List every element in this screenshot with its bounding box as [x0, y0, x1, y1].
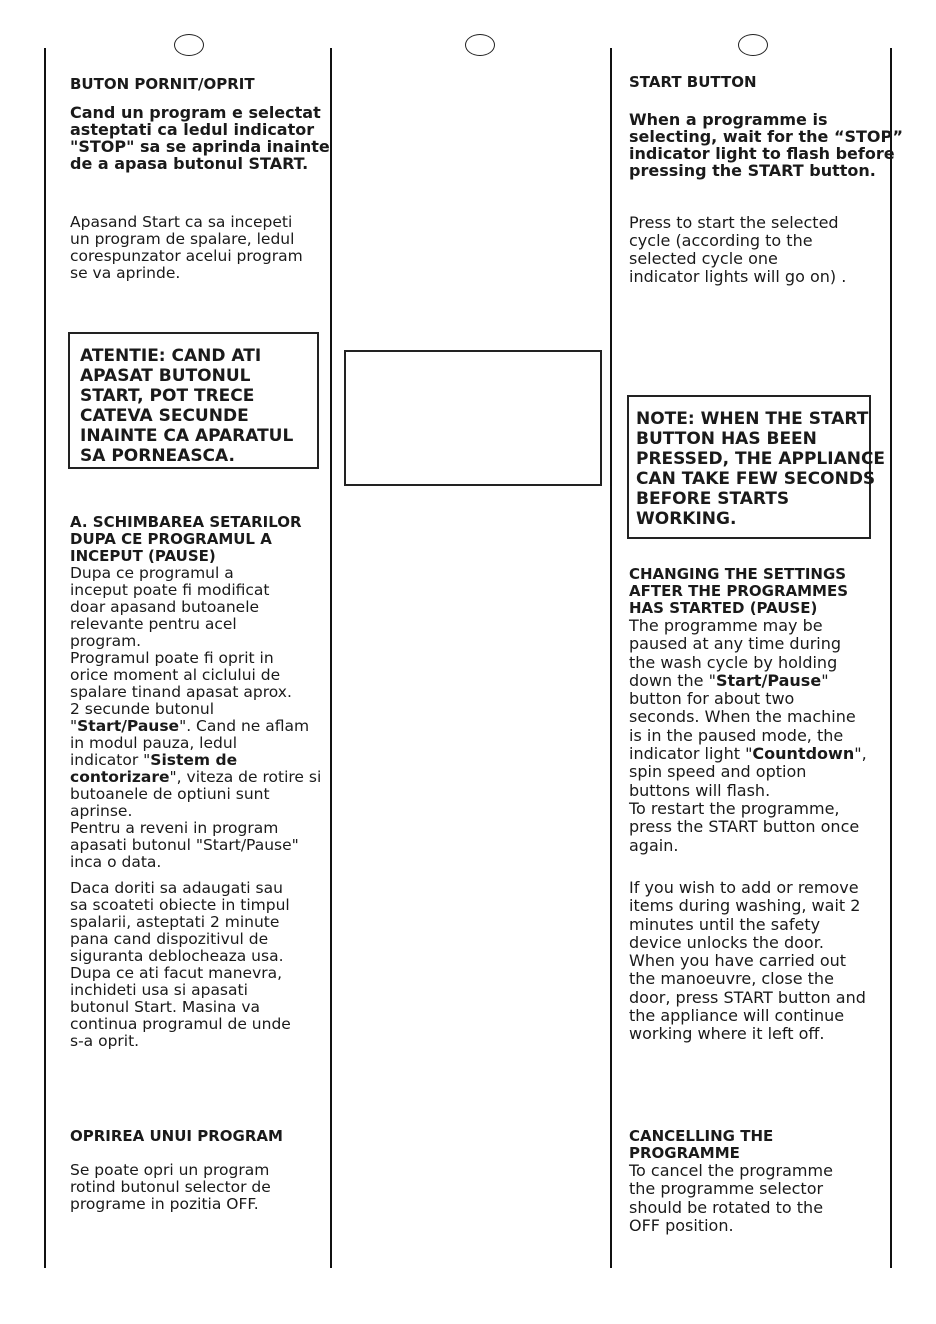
text-line: WORKING.	[636, 509, 737, 529]
text-line: To restart the programme,	[629, 798, 840, 818]
ro-stop-paragraph	[70, 1162, 271, 1213]
text-line: rotind butonul selector de	[70, 1178, 271, 1196]
text-line	[629, 745, 867, 763]
text-line: Se poate opri un program	[70, 1161, 270, 1179]
text-line: se va aprinde.	[70, 264, 181, 282]
text-line: device unlocks the door.	[629, 932, 824, 952]
en-press-paragraph	[629, 214, 846, 286]
ro-heading-text: BUTON PORNIT/OPRIT	[70, 75, 255, 93]
text-line: BUTTON HAS BEEN	[636, 429, 817, 449]
start-pause-term: Start/Pause	[77, 717, 180, 735]
heading-text: OPRIREA UNUI PROGRAM	[70, 1127, 283, 1145]
text-line: de a apasa butonul START.	[70, 154, 309, 173]
text-line: pana cand dispozitivul de	[70, 930, 269, 948]
text-line: PRESSED, THE APPLIANCE	[636, 449, 886, 469]
text-line: NOTE: WHEN THE START	[636, 409, 869, 429]
text-line: Press to start the selected	[629, 213, 839, 232]
text-line: button for about two	[629, 689, 795, 709]
en-note-box	[627, 395, 886, 539]
text-line: inchideti usa si apasati	[70, 981, 248, 999]
text-line	[629, 672, 867, 690]
text-line: The programme may be	[629, 616, 823, 635]
text-line	[70, 752, 321, 769]
text-line: To cancel the programme	[629, 1161, 833, 1180]
text-line: OFF position.	[629, 1215, 734, 1235]
text-line: programe in pozitia OFF.	[70, 1195, 259, 1213]
text-line: CAN TAKE FEW SECONDS	[636, 469, 876, 489]
text-line: the programme selector	[629, 1179, 824, 1199]
ro-intro-paragraph	[70, 104, 330, 172]
text-line: aprinse.	[70, 802, 133, 820]
text-line: again.	[629, 835, 679, 855]
ro-stop-heading	[70, 1128, 283, 1145]
section-heading-line: INCEPUT (PAUSE)	[70, 547, 216, 565]
text-line: program.	[70, 632, 142, 650]
text-line: Cand un program e selectat	[70, 103, 321, 122]
text-line: 2 secunde butonul	[70, 700, 215, 718]
text-line: siguranta deblocheaza usa.	[70, 947, 284, 965]
indicator-term: contorizare	[70, 768, 170, 786]
en-cancel-section	[629, 1128, 833, 1235]
ro-start-button-heading	[70, 76, 255, 93]
text-line: working where it left off.	[629, 1024, 825, 1044]
text-line: pressing the START button.	[629, 161, 876, 180]
text-line: If you wish to add or remove	[629, 878, 859, 897]
section-heading-line: CHANGING THE SETTINGS	[629, 565, 847, 583]
section-heading-line: DUPA CE PROGRAMUL A	[70, 530, 272, 548]
text-line: Programul poate fi oprit in	[70, 649, 274, 667]
text-line: spalare tinand apasat aprox.	[70, 683, 292, 701]
ro-pause-section	[70, 514, 321, 871]
text-line	[70, 718, 321, 735]
text-line: seconds. When the machine	[629, 707, 856, 727]
text-line: BEFORE STARTS	[636, 489, 790, 509]
text-line: corespunzator acelui program	[70, 247, 303, 265]
text-fragment: indicator "	[70, 751, 151, 769]
text-line: cycle (according to the	[629, 231, 813, 250]
language-marker-ro	[174, 34, 204, 56]
text-line: is in the paused mode, the	[629, 725, 844, 745]
text-fragment: ", viteza de rotire si	[169, 768, 322, 786]
ro-press-paragraph	[70, 214, 303, 282]
text-line: buttons will flash.	[629, 780, 771, 800]
text-line	[70, 769, 321, 786]
right-column-rule	[890, 48, 892, 1268]
text-line: INAINTE CA APARATUL	[80, 426, 294, 446]
text-line: Apasand Start ca sa incepeti	[70, 213, 293, 231]
section-heading-line: A. SCHIMBAREA SETARILOR	[70, 513, 302, 531]
text-fragment: ",	[854, 744, 867, 764]
text-line: indicator light to flash before	[629, 144, 895, 163]
text-line: minutes until the safety	[629, 914, 821, 934]
en-start-button-heading	[629, 74, 757, 91]
text-line: CATEVA SECUNDE	[80, 406, 249, 426]
text-fragment: ". Cand ne aflam	[179, 717, 310, 735]
text-line: continua programul de unde	[70, 1015, 291, 1033]
indicator-term: Sistem de	[150, 751, 238, 769]
center-left-column-rule	[330, 48, 332, 1268]
quote: "	[821, 670, 829, 690]
text-line: APASAT BUTONUL	[80, 366, 251, 386]
section-heading-line: CANCELLING THE	[629, 1127, 774, 1145]
text-line: asteptati ca ledul indicator	[70, 120, 315, 139]
text-line: SA PORNEASCA.	[80, 446, 235, 466]
text-line: butoanele de optiuni sunt	[70, 785, 270, 803]
text-line: the appliance will continue	[629, 1006, 845, 1026]
en-pause-section	[629, 566, 867, 855]
ro-door-paragraph	[70, 880, 291, 1050]
center-empty-box	[344, 350, 602, 486]
en-intro-paragraph	[629, 111, 903, 179]
text-line: un program de spalare, ledul	[70, 230, 295, 248]
left-column-rule	[44, 48, 46, 1268]
en-door-paragraph	[629, 879, 866, 1044]
text-line: in modul pauza, ledul	[70, 734, 237, 752]
text-line: press the START button once	[629, 817, 860, 837]
text-line: the manoeuvre, close the	[629, 969, 834, 989]
text-fragment: indicator light "	[629, 744, 753, 764]
section-heading-line: PROGRAMME	[629, 1144, 740, 1162]
heading-text: START BUTTON	[629, 73, 757, 91]
text-line: ATENTIE: CAND ATI	[80, 346, 262, 366]
section-heading-line: HAS STARTED (PAUSE)	[629, 599, 818, 617]
text-line: When a programme is	[629, 110, 828, 129]
text-line: paused at any time during	[629, 634, 842, 654]
text-line: doar apasand butoanele	[70, 598, 260, 616]
text-line: apasati butonul "Start/Pause"	[70, 836, 299, 854]
text-line: spalarii, asteptati 2 minute	[70, 913, 280, 931]
text-line: door, press START button and	[629, 987, 866, 1007]
text-fragment: down the "	[629, 670, 716, 690]
text-line: selected cycle one	[629, 249, 778, 268]
text-line: When you have carried out	[629, 951, 847, 971]
language-marker-center	[465, 34, 495, 56]
text-line: sa scoateti obiecte in timpul	[70, 896, 290, 914]
text-line: Dupa ce ati facut manevra,	[70, 964, 283, 982]
text-line: s-a oprit.	[70, 1032, 140, 1050]
countdown-term: Countdown	[752, 744, 855, 764]
text-line: the wash cycle by holding	[629, 652, 838, 672]
text-line: butonul Start. Masina va	[70, 998, 260, 1016]
text-line: spin speed and option	[629, 762, 807, 782]
text-line: should be rotated to the	[629, 1197, 824, 1217]
text-line: items during washing, wait 2	[629, 896, 861, 916]
text-line: Daca doriti sa adaugati sau	[70, 879, 283, 897]
text-line: Dupa ce programul a	[70, 564, 234, 582]
language-marker-en	[738, 34, 768, 56]
text-line: Pentru a reveni in program	[70, 819, 279, 837]
quote: "	[70, 717, 78, 735]
text-line: orice moment al ciclului de	[70, 666, 281, 684]
center-right-column-rule	[610, 48, 612, 1268]
section-heading-line: AFTER THE PROGRAMMES	[629, 582, 849, 600]
text-line: relevante pentru acel	[70, 615, 237, 633]
text-line: selecting, wait for the “STOP”	[629, 127, 904, 146]
text-line: inca o data.	[70, 853, 162, 871]
text-line: "STOP" sa se aprinda inainte	[70, 137, 330, 156]
start-pause-term: Start/Pause	[715, 670, 822, 690]
text-line: inceput poate fi modificat	[70, 581, 270, 599]
text-line: START, POT TRECE	[80, 386, 255, 406]
ro-warning-box	[68, 332, 319, 469]
text-line: indicator lights will go on) .	[629, 267, 847, 286]
